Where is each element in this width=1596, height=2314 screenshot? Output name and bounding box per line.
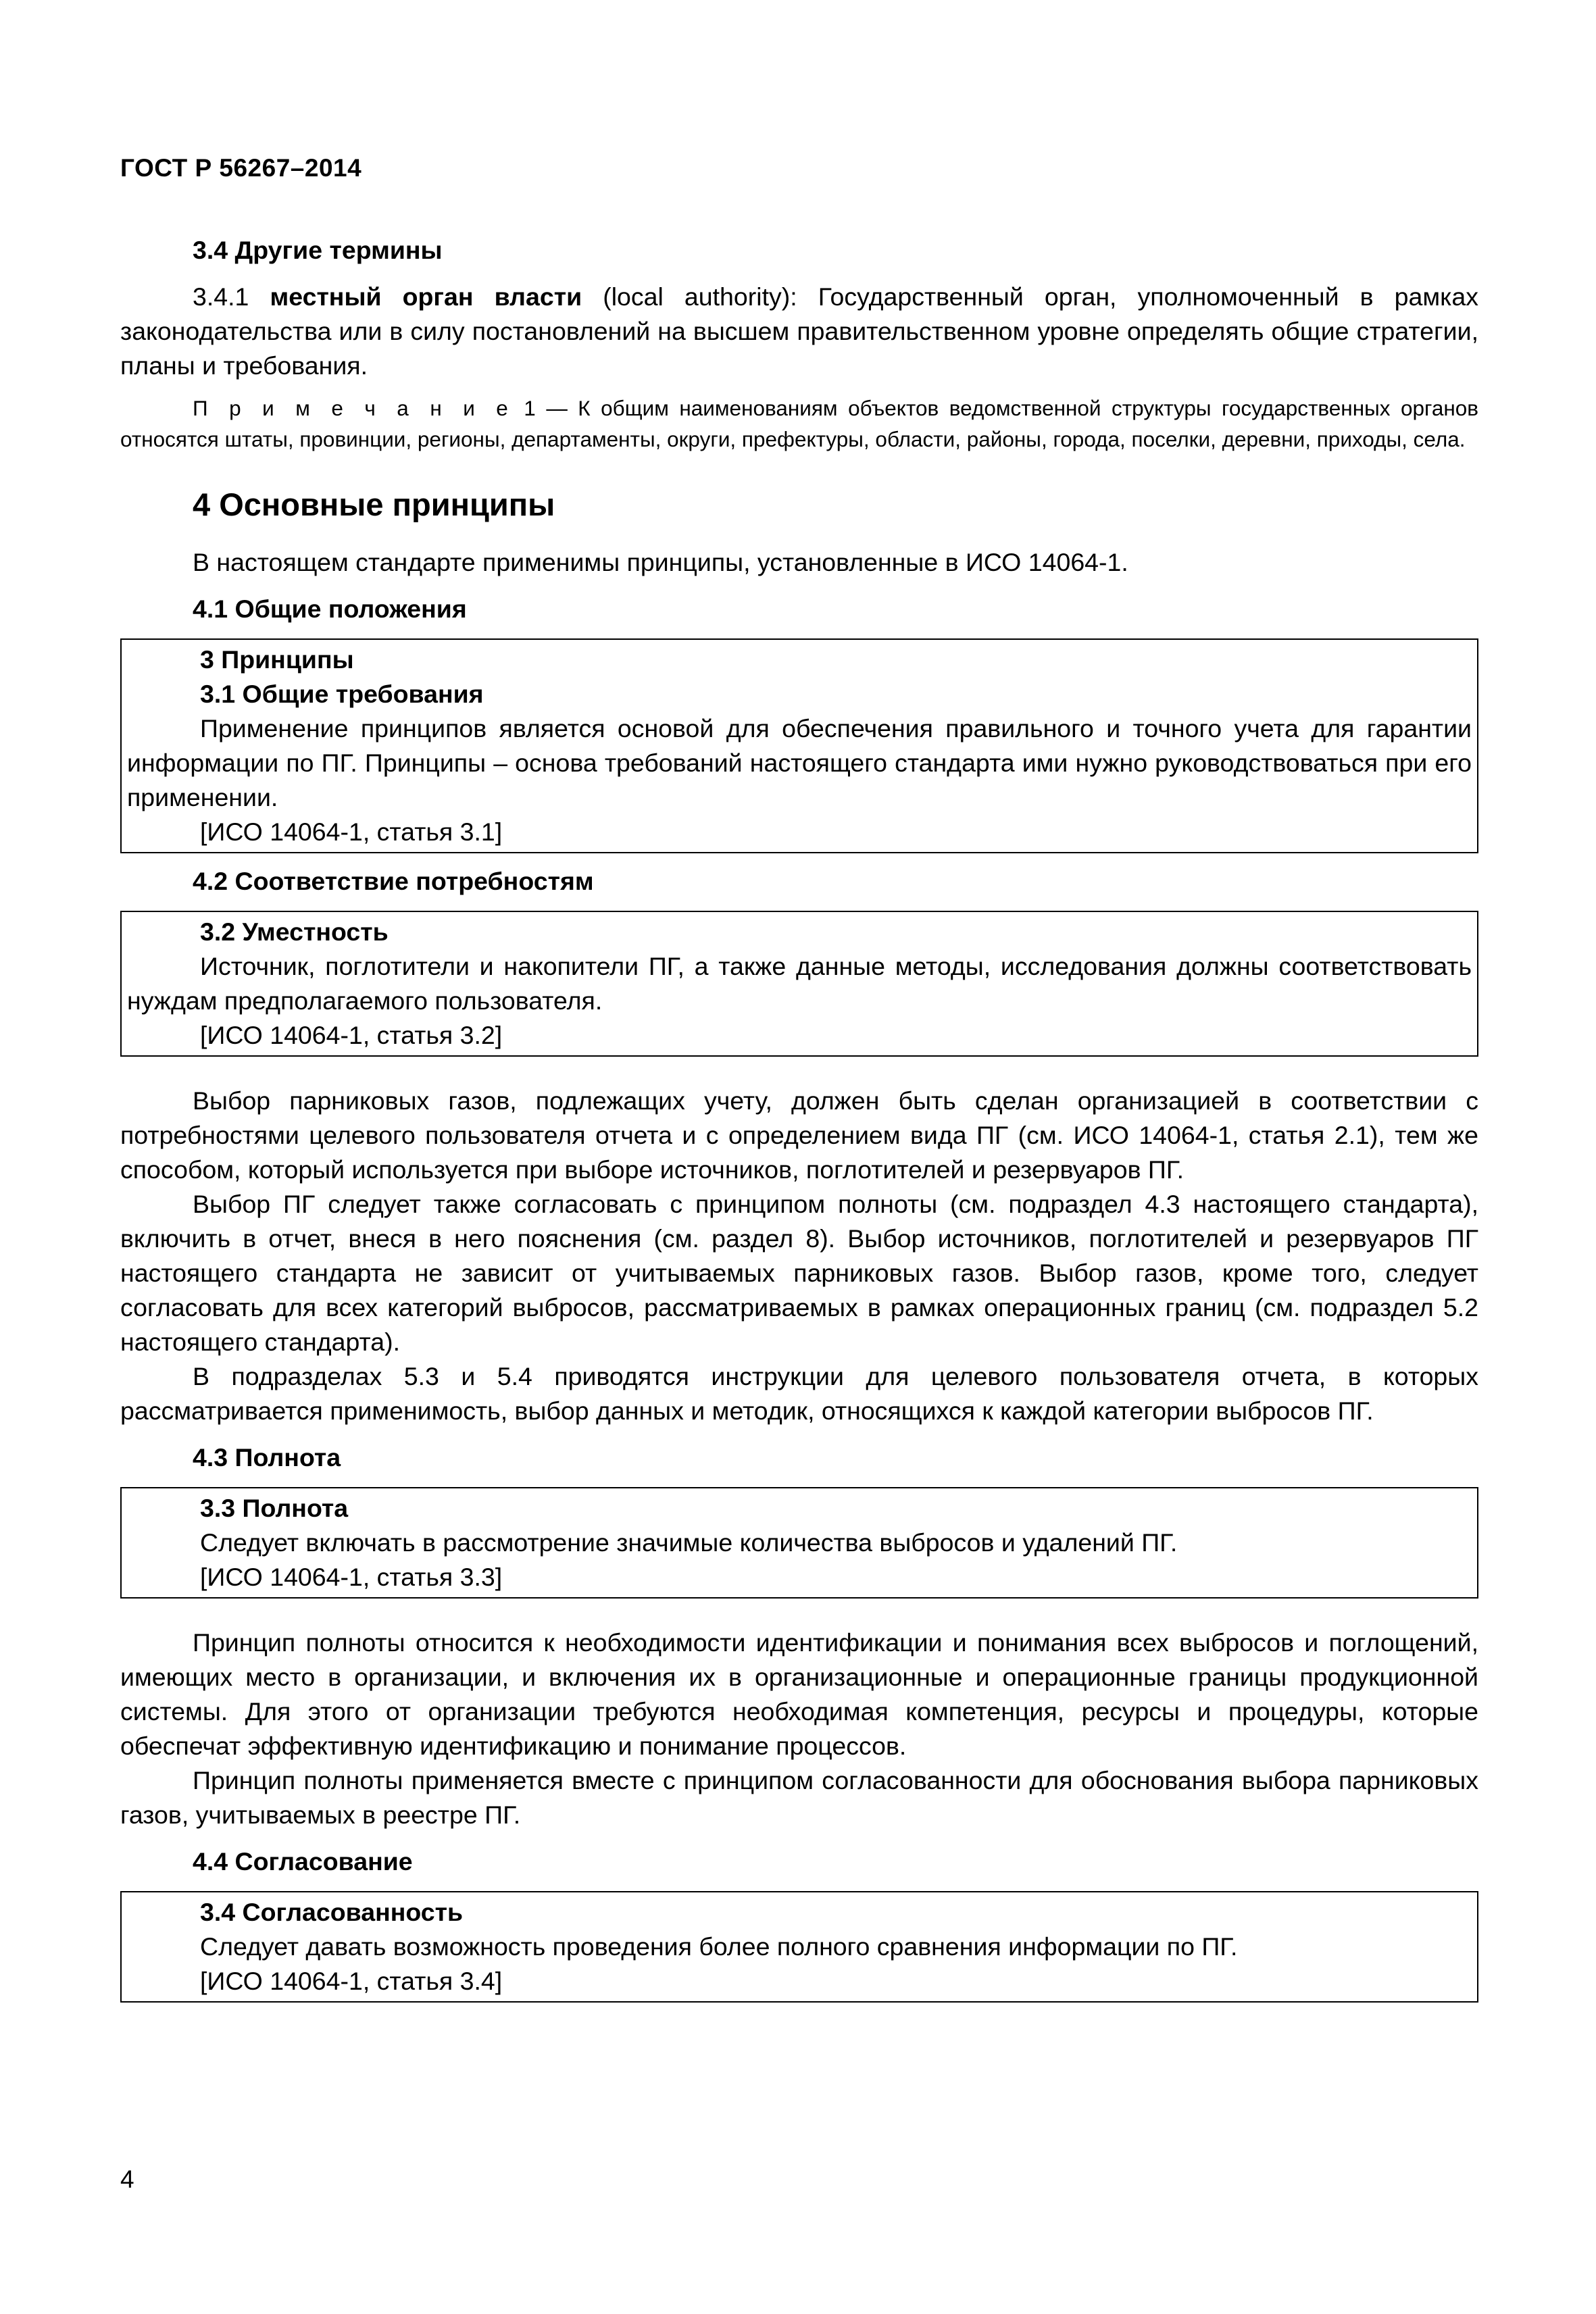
term-definition-3-4-1 xyxy=(120,280,1478,383)
note-label: П р и м е ч а н и е xyxy=(193,396,514,420)
document-body xyxy=(120,233,1478,2003)
quote-text: Источник, поглотители и накопители ПГ, а также данные методы, исследования должны соответствовать нуждам предполагаемого пользователя. xyxy=(127,952,1472,1015)
section-3-4-title: 3.4 Другие термины xyxy=(193,236,443,264)
paragraph: Выбор парниковых газов, подлежащих учету, должен быть сделан организацией в соответствии с потребностями целевого пользователя отчета и с определением вида ПГ (см. ИСО 14064-1, статья 2.1), тем же способом, который используется при выборе источников, поглотителей и резервуаров ПГ. xyxy=(120,1086,1478,1184)
quote-box-3-3 xyxy=(120,1487,1478,1599)
quote-heading: 3.2 Уместность xyxy=(200,917,389,946)
note-text: 1 — К общим наименованиям объектов ведомственной структуры государственных органов относятся штаты, провинции, регионы, департаменты, округи, префектуры, области, районы, города, поселки, деревни, приходы, села. xyxy=(120,396,1478,451)
quote-subheading: 3.1 Общие требования xyxy=(200,680,484,708)
term-name: местный орган власти xyxy=(270,282,582,311)
quote-heading: 3.4 Согласованность xyxy=(200,1898,464,1926)
term-number: 3.4.1 xyxy=(193,282,270,311)
note-1 xyxy=(120,393,1478,455)
standard-designation: ГОСТ Р 56267–2014 xyxy=(120,154,362,182)
section-4-4-title: 4.4 Согласование xyxy=(193,1847,413,1876)
quote-reference: [ИСО 14064-1, статья 3.3] xyxy=(200,1563,503,1591)
term-definition: (local authority): Государственный орган, уполномоченный в рамках законодательства или в силу постановлений на высшем правительственном уровне определять общие стратегии, планы и требования. xyxy=(120,282,1478,380)
paragraph: Принцип полноты применяется вместе с принципом согласованности для обоснования выбора парниковых газов, учитываемых в реестре ПГ. xyxy=(120,1766,1478,1829)
section-4-2-title: 4.2 Соответствие потребностям xyxy=(193,867,594,895)
quote-heading: 3 Принципы xyxy=(200,645,354,674)
page-number: 4 xyxy=(120,2165,134,2193)
section-4-3-title: 4.3 Полнота xyxy=(193,1443,341,1472)
paragraph: В подразделах 5.3 и 5.4 приводятся инструкции для целевого пользователя отчета, в которых рассматривается применимость, выбор данных и методик, относящихся к каждой категории выбросов ПГ. xyxy=(120,1362,1478,1425)
section-4-title: 4 Основные принципы xyxy=(193,486,555,522)
quote-reference: [ИСО 14064-1, статья 3.4] xyxy=(200,1967,503,1995)
quote-box-3-4 xyxy=(120,1891,1478,2003)
document-page xyxy=(120,0,1478,2314)
section-4-1-title: 4.1 Общие положения xyxy=(193,595,467,623)
quote-text: Следует включать в рассмотрение значимые количества выбросов и удалений ПГ. xyxy=(200,1528,1178,1557)
quote-reference: [ИСО 14064-1, статья 3.1] xyxy=(200,818,503,846)
quote-text: Следует давать возможность проведения более полного сравнения информации по ПГ. xyxy=(200,1932,1238,1961)
quote-reference: [ИСО 14064-1, статья 3.2] xyxy=(200,1021,503,1049)
quote-box-3-2 xyxy=(120,911,1478,1057)
quote-heading: 3.3 Полнота xyxy=(200,1494,349,1522)
paragraph: Выбор ПГ следует также согласовать с принципом полноты (см. подраздел 4.3 настоящего стандарта), включить в отчет, внеся в него пояснения (см. раздел 8). Выбор источников, поглотителей и резервуаров ПГ настоящего стандарта не зависит от учитываемых парниковых газов. Выбор газов, кроме того, следует согласовать для всех категорий выбросов, рассматриваемых в рамках операционных границ (см. подраздел 5.2 настоящего стандарта). xyxy=(120,1190,1478,1356)
quote-text: Применение принципов является основой для обеспечения правильного и точного учета для гарантии информации по ПГ. Принципы – основа требований настоящего стандарта ими нужно руководствоваться при его применении. xyxy=(127,714,1472,811)
paragraph: Принцип полноты относится к необходимости идентификации и понимания всех выбросов и поглощений, имеющих место в организации, и включения их в организационные и операционные границы продукционной системы. Для этого от организации требуются необходимая компетенция, ресурсы и процедуры, которые обеспечат эффективную идентификацию и понимание процессов. xyxy=(120,1628,1478,1760)
section-4-intro: В настоящем стандарте применимы принципы, установленные в ИСО 14064-1. xyxy=(193,548,1128,576)
quote-box-3-1 xyxy=(120,638,1478,853)
